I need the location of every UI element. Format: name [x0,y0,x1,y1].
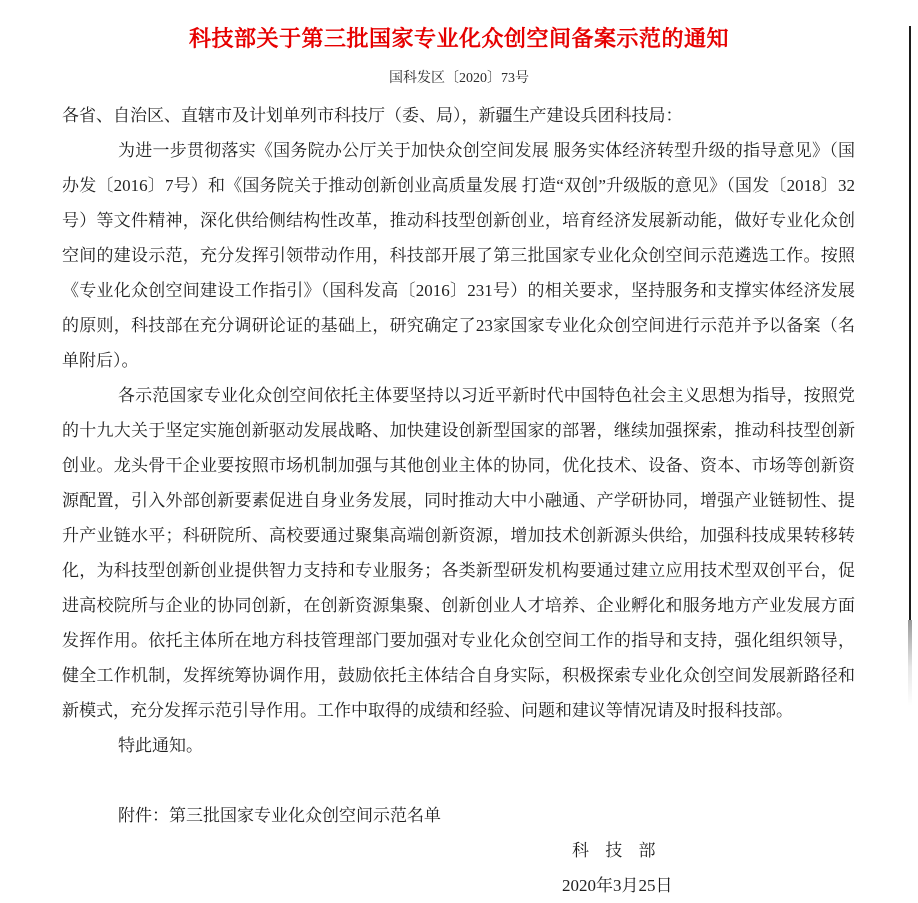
notice-body [62,98,855,903]
window-right-border [909,26,911,620]
doc-number: 国科发区〔2020〕73号 [389,71,529,86]
salutation-line: 各省、自治区、直辖市及计划单列市科技厅（委、局），新疆生产建设兵团科技局： [62,106,683,125]
signature-agency: 科 技 部 [572,841,662,860]
notice-title: 科技部关于第三批国家专业化众创空间备案示范的通知 [188,26,729,51]
signature-block [562,833,855,903]
body-paragraph-1: 为进一步贯彻落实《国务院办公厅关于加快众创空间发展 服务实体经济转型升级的指导意见》（国办发〔2016〕7号）和《国务院关于推动创新创业高质量发展 打造“双创”升级版的意见》（国发〔2018〕32号）等文件精神，深化供给侧结构性改革，推动科技型创新创业，培育经济发展新动能，做好专业化众创空间的建设示范，充分发挥引领带动作用，科技部开展了第三批国家专业化众创空间示范遴选工作。按照《专业化众创空间建设工作指引》（国科发高〔2016〕231号）的相关要求，坚持服务和支撑实体经济发展的原则，科技部在充分调研论证的基础上，研究确定了23家国家专业化众创空间进行示范并予以备案（名单附后）。 [62,141,855,370]
notice-document-page [0,26,918,895]
body-paragraph-2: 各示范国家专业化众创空间依托主体要坚持以习近平新时代中国特色社会主义思想为指导，按照党的十九大关于坚定实施创新驱动发展战略、加快建设创新型国家的部署，继续加强探索，推动科技型创新创业。龙头骨干企业要按照市场机制加强与其他创业主体的协同，优化技术、设备、资本、市场等创新资源配置，引入外部创新要素促进自身业务发展，同时推动大中小融通、产学研协同，增强产业链韧性、提升产业链水平；科研院所、高校要通过聚集高端创新资源，增加技术创新源头供给，加强科技成果转移转化，为科技型创新创业提供智力支持和专业服务；各类新型研发机构要通过建立应用技术型双创平台，促进高校院所与企业的协同创新，在创新资源集聚、创新创业人才培养、企业孵化和服务地方产业发展方面发挥作用。依托主体所在地方科技管理部门要加强对专业化众创空间工作的指导和支持，强化组织领导，健全工作机制，发挥统筹协调作用，鼓励依托主体结合自身实际，积极探索专业化众创空间发展新路径和新模式，充分发挥示范引导作用。工作中取得的成绩和经验、问题和建议等情况请及时报科技部。 [62,386,855,720]
attachment-line: 附件：第三批国家专业化众创空间示范名单 [118,806,441,825]
signature-date: 2020年3月25日 [562,876,673,895]
blank-line [62,763,855,798]
closing-line: 特此通知。 [118,736,203,755]
window-right-border-fade [908,620,912,706]
